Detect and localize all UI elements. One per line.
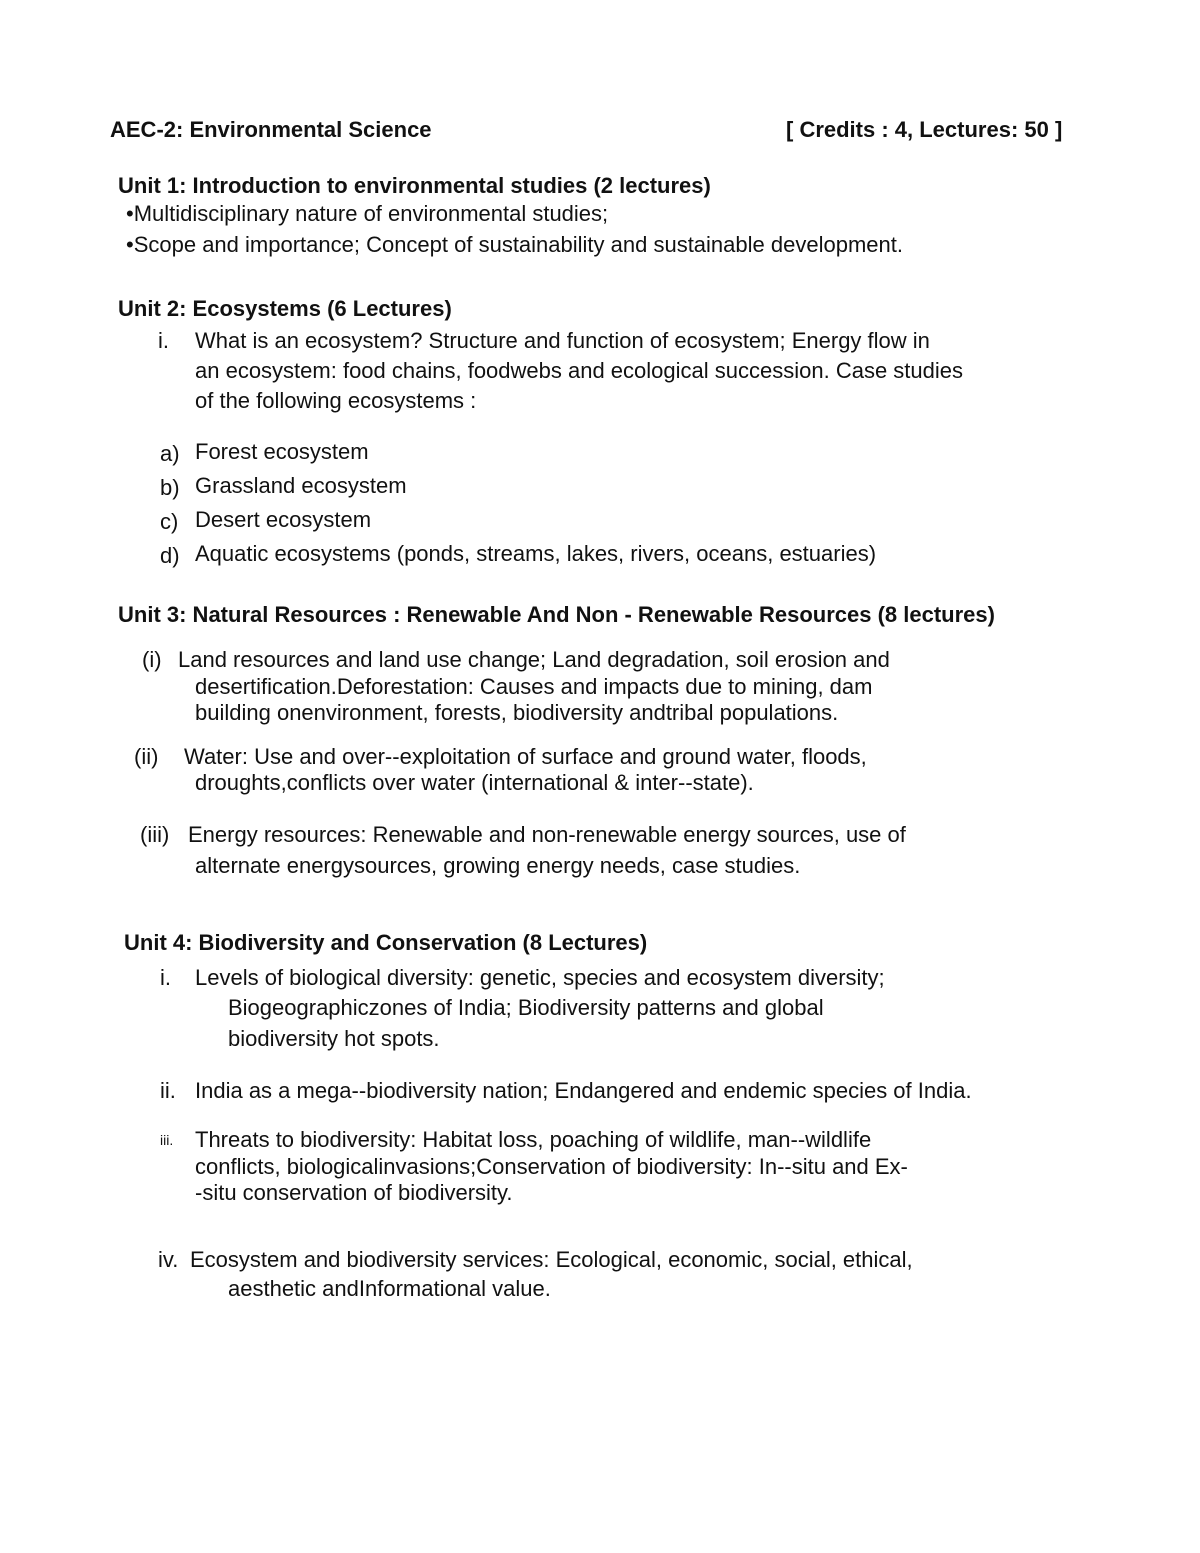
case-item: Aquatic ecosystems (ponds, streams, lakes, rivers, oceans, estuaries) (195, 541, 877, 566)
list-marker-text: iii. (160, 1132, 174, 1148)
unit1-heading: Unit 1: Introduction to environmental studies (2 lectures) (118, 173, 711, 198)
list-marker: i. (160, 965, 171, 990)
unit3-item-line: alternate energysources, growing energy needs, case studies. (195, 853, 801, 878)
unit1-bullet-text: Multidisciplinary nature of environmental studies; (133, 201, 609, 226)
case-item: Forest ecosystem (195, 439, 369, 464)
unit4-heading: Unit 4: Biodiversity and Conservation (8 Lectures) (124, 930, 648, 955)
unit3-item-line: Land resources and land use change; Land degradation, soil erosion and (178, 647, 890, 672)
unit3-item-line: desertification.Deforestation: Causes and impacts due to mining, dam (195, 674, 873, 699)
unit4-item-line: aesthetic andInformational value. (228, 1276, 551, 1301)
bullet-icon: • (126, 232, 134, 257)
unit3-item-line: Energy resources: Renewable and non-renewable energy sources, use of (188, 822, 906, 847)
unit1-bullet-text: Scope and importance; Concept of sustainability and sustainable development. (133, 232, 903, 257)
unit4-item-line: -situ conservation of biodiversity. (195, 1180, 513, 1205)
list-marker: ii. (160, 1078, 176, 1103)
unit3-heading: Unit 3: Natural Resources : Renewable And Non - Renewable Resources (8 lectures) (118, 602, 995, 627)
list-marker (160, 1126, 173, 1154)
list-marker: i. (158, 328, 169, 353)
list-marker: iv. (158, 1247, 179, 1272)
unit4-item-line: Biogeographiczones of India; Biodiversity patterns and global (228, 995, 824, 1020)
unit4-item-line: Levels of biological diversity: genetic, species and ecosystem diversity; (195, 965, 885, 990)
unit4-item-line: conflicts, biologicalinvasions;Conservation of biodiversity: In--situ and Ex- (195, 1154, 908, 1179)
unit3-item-line: droughts,conflicts over water (international & inter--state). (195, 770, 754, 795)
unit3-item-line: Water: Use and over--exploitation of surface and ground water, floods, (184, 744, 867, 769)
list-marker: (i) (142, 647, 162, 672)
bullet-icon: • (126, 201, 134, 226)
course-title: AEC-2: Environmental Science (110, 117, 432, 142)
unit2-item-line: What is an ecosystem? Structure and function of ecosystem; Energy flow in (195, 328, 930, 353)
list-marker: d) (160, 543, 180, 568)
credits-info: [ Credits : 4, Lectures: 50 ] (786, 117, 1063, 142)
list-marker: (ii) (134, 744, 159, 769)
unit2-item-line: an ecosystem: food chains, foodwebs and ecological succession. Case studies (195, 358, 963, 383)
list-marker: (iii) (140, 822, 170, 847)
case-item: Grassland ecosystem (195, 473, 407, 498)
unit1-bullet (126, 200, 608, 228)
list-marker: a) (160, 441, 180, 466)
unit2-item-line: of the following ecosystems : (195, 388, 477, 413)
unit1-bullet (126, 231, 903, 259)
unit4-item-line: India as a mega--biodiversity nation; Endangered and endemic species of India. (195, 1078, 972, 1103)
unit3-item-line: building onenvironment, forests, biodiversity andtribal populations. (195, 700, 839, 725)
list-marker: c) (160, 509, 179, 534)
unit2-heading: Unit 2: Ecosystems (6 Lectures) (118, 296, 452, 321)
case-item: Desert ecosystem (195, 507, 372, 532)
list-marker: b) (160, 475, 180, 500)
unit4-item-line: biodiversity hot spots. (228, 1026, 440, 1051)
unit4-item-line: Threats to biodiversity: Habitat loss, poaching of wildlife, man--wildlife (195, 1127, 872, 1152)
unit4-item-line: Ecosystem and biodiversity services: Ecological, economic, social, ethical, (190, 1247, 913, 1272)
